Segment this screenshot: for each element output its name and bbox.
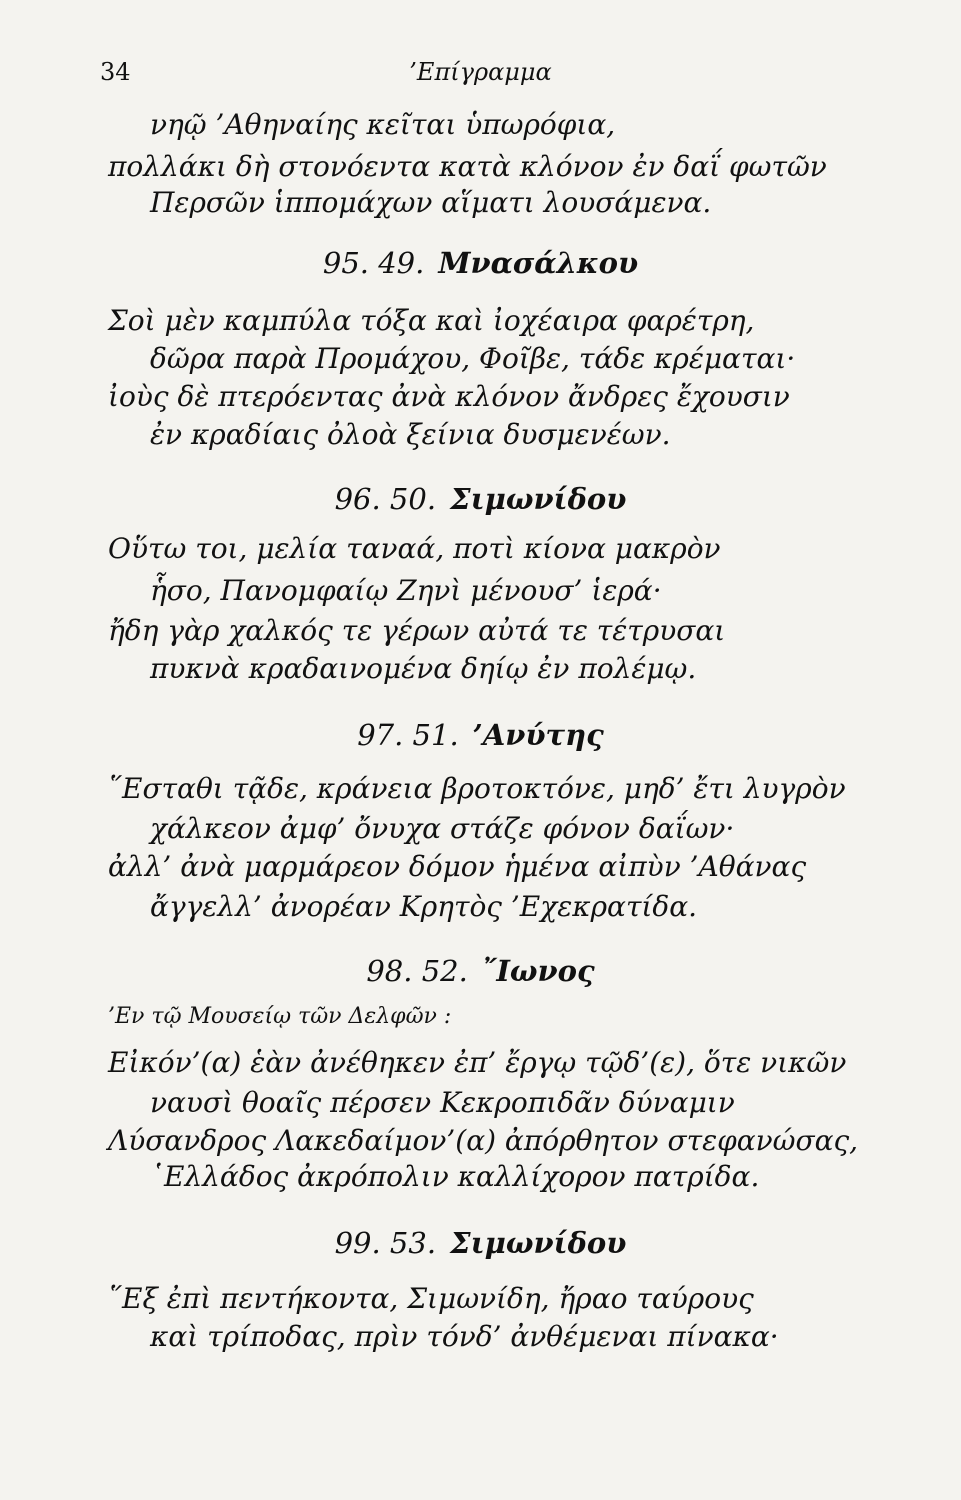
epigram-98-line-2: ναυσὶ θοαῖς πέρσεν Κεκροπιδᾶν δύναμιν — [150, 1086, 735, 1119]
running-title: ’Επίγραμμα — [409, 58, 552, 86]
epigram-95-line-1: Σοὶ μὲν καμπύλα τόξα καὶ ἰοχέαιρα φαρέτρη, — [108, 304, 755, 337]
intro-line-1: νηῷ ’Αθηναίης κεῖται ὑπωρόφια, — [150, 108, 616, 141]
epigram-heading-98 — [0, 954, 961, 988]
epigram-95-line-4: ἐν κραδίαις ὀλοὰ ξείνια δυσμενέων. — [150, 418, 671, 451]
epigram-98-line-3: Λύσανδρος Λακεδαίμον’(α) ἀπόρθητον στεφανώσας, — [108, 1124, 859, 1157]
epigram-96-line-1: Οὕτω τοι, μελία ταναά, ποτὶ κίονα μακρὸν — [108, 532, 721, 565]
epigram-98-note: ’Εν τῷ Μουσείῳ τῶν Δελφῶν : — [108, 1004, 452, 1029]
epigram-98-line-1: Εἰκόν’(α) ἑὰν ἀνέθηκεν ἐπ’ ἔργῳ τῷδ’(ε), ὅτε νικῶν — [108, 1046, 847, 1079]
epigram-source: Σιμωνίδου — [450, 482, 627, 516]
epigram-95-line-2: δῶρα παρὰ Προμάχου, Φοῖβε, τάδε κρέμαται· — [150, 342, 796, 375]
epigram-number: 96. 50. — [334, 482, 437, 516]
epigram-source: Μνασάλκου — [438, 246, 639, 280]
epigram-97-line-2: χάλκεον ἀμφ’ ὄνυχα στάζε φόνον δαΐων· — [150, 812, 735, 845]
intro-line-2: πολλάκι δὴ στονόεντα κατὰ κλόνον ἐν δαΐ φωτῶν — [108, 150, 827, 183]
epigram-97-line-1: ῞Εσταθι τᾷδε, κράνεια βροτοκτόνε, μηδ’ ἔτι λυγρὸν — [108, 772, 846, 805]
epigram-97-line-3: ἀλλ’ ἀνὰ μαρμάρεον δόμον ἡμένα αἰπὺν ’Αθάνας — [108, 850, 807, 883]
page-number: 34 — [100, 58, 131, 86]
epigram-97-line-4: ἄγγελλ’ ἀνορέαν Κρητὸς ’Εχεκρατίδα. — [150, 890, 698, 923]
epigram-number: 95. 49. — [322, 246, 425, 280]
epigram-96-line-3: ἤδη γὰρ χαλκός τε γέρων αὐτά τε τέτρυσαι — [108, 614, 726, 647]
epigram-96-line-2: ἧσο, Πανομφαίῳ Ζηνὶ μένουσ’ ἱερά· — [150, 574, 662, 607]
epigram-number: 99. 53. — [334, 1226, 437, 1260]
epigram-source: ῎Ιωνος — [481, 954, 595, 988]
epigram-99-line-2: καὶ τρίποδας, πρὶν τόνδ’ ἀνθέμεναι πίνακα· — [150, 1320, 779, 1353]
intro-line-3: Περσῶν ἱππομάχων αἵματι λουσάμενα. — [150, 186, 712, 219]
epigram-number: 97. 51. — [357, 718, 459, 752]
epigram-heading-97 — [0, 718, 961, 752]
epigram-number: 98. 52. — [366, 954, 468, 988]
epigram-source: Σιμωνίδου — [450, 1226, 627, 1260]
page-header — [0, 58, 961, 98]
epigram-99-line-1: ῞Εξ ἐπὶ πεντήκοντα, Σιμωνίδη, ἤραο ταύρους — [108, 1282, 754, 1315]
epigram-heading-99 — [0, 1226, 961, 1260]
epigram-heading-95 — [0, 246, 961, 280]
epigram-95-line-3: ἰοὺς δὲ πτερόεντας ἀνὰ κλόνον ἄνδρες ἔχουσιν — [108, 380, 790, 413]
epigram-source: ’Ανύτης — [472, 718, 604, 752]
epigram-96-line-4: πυκνὰ κραδαινομένα δηίῳ ἐν πολέμῳ. — [150, 652, 697, 685]
epigram-98-line-4: ῾Ελλάδος ἀκρόπολιν καλλίχορον πατρίδα. — [150, 1160, 760, 1193]
epigram-heading-96 — [0, 482, 961, 516]
